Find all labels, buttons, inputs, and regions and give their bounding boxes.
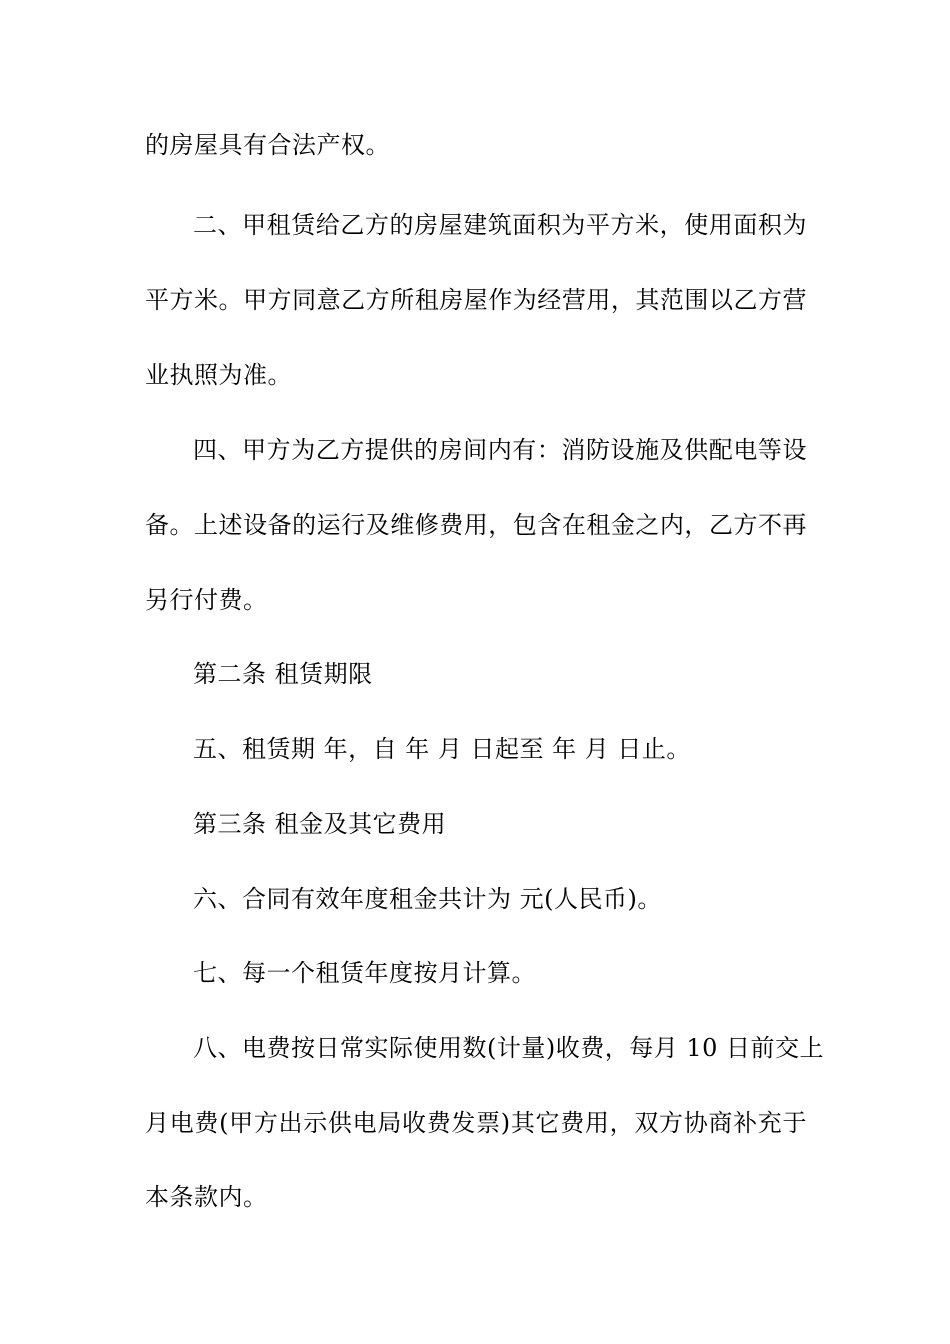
text-line: 业执照为准。 <box>145 361 292 389</box>
text-line: 月电费(甲方出示供电局收费发票)其它费用，双方协商补充于 <box>145 1109 807 1137</box>
text-line: 二、甲租赁给乙方的房屋建筑面积为平方米，使用面积为 <box>193 211 807 239</box>
text-line: 备。上述设备的运行及维修费用，包含在租金之内，乙方不再 <box>145 511 807 539</box>
section-heading: 第二条 租赁期限 <box>193 660 373 688</box>
text-line: 本条款内。 <box>145 1183 268 1211</box>
text-line: 四、甲方为乙方提供的房间内有：消防设施及供配电等设 <box>193 436 807 464</box>
text-line: 平方米。甲方同意乙方所租房屋作为经营用，其范围以乙方营 <box>145 286 807 314</box>
text-line: 另行付费。 <box>145 586 268 614</box>
section-heading: 第三条 租金及其它费用 <box>193 810 447 838</box>
text-line: 八、电费按日常实际使用数(计量)收费，每月 10 日前交上 <box>193 1034 825 1062</box>
text-line: 的房屋具有合法产权。 <box>145 131 390 159</box>
text-line: 七、每一个租赁年度按月计算。 <box>193 959 536 987</box>
text-line: 六、合同有效年度租金共计为 元(人民币)。 <box>193 885 662 913</box>
text-line: 五、租赁期 年，自 年 月 日起至 年 月 日止。 <box>193 735 691 763</box>
